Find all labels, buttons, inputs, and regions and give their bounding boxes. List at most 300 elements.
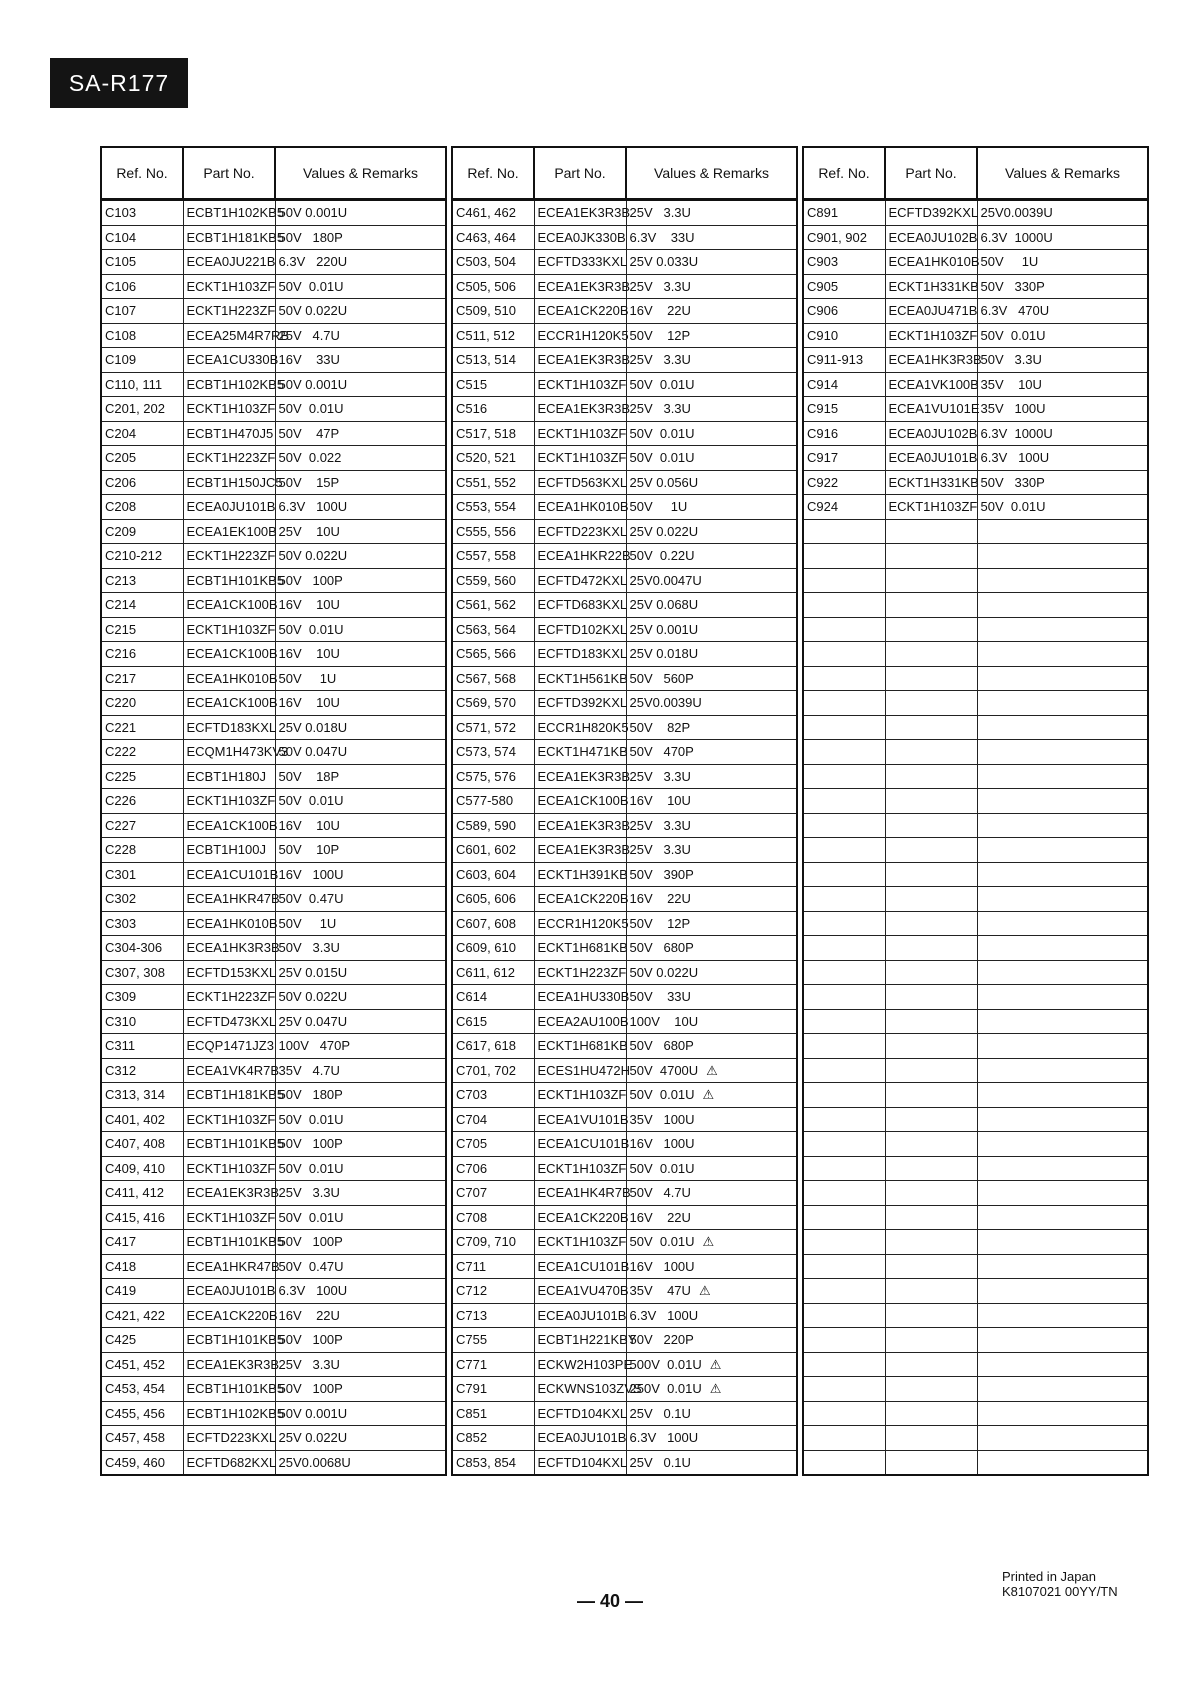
ref-cell-text: C755 [456,1332,488,1348]
ref-cell [803,519,885,544]
ref-cell-text: C511, 512 [456,327,516,343]
table-row [803,421,1148,446]
table-row [452,1230,797,1255]
parts-table-2 [451,146,798,1476]
value-cell [275,519,446,544]
part-cell [183,666,278,691]
ref-cell-text: C210-212 [105,548,163,564]
value-cell-text: 6.3V 100U [629,1307,699,1323]
value-cell [626,397,797,422]
ref-cell [803,1377,885,1402]
ref-cell-text: C214 [105,597,137,613]
part-cell-text: ECFTD183KXL [537,646,628,662]
value-cell [626,568,797,593]
ref-cell [101,1352,183,1377]
ref-cell [452,1009,534,1034]
part-cell [534,1009,629,1034]
ref-cell-text: C573, 574 [456,744,516,760]
value-cell-text: 50V 15P [278,474,340,490]
ref-cell-text: C110, 111 [105,376,163,392]
table-row [452,838,797,863]
table-row [101,936,446,961]
table-row [452,936,797,961]
col-part-header: Part No. [534,147,626,200]
value-cell [275,1205,446,1230]
part-cell-text: ECFTD104KXL [537,1454,628,1470]
value-cell-text: 50V 1U [278,915,337,931]
model-badge [50,58,188,108]
ref-cell [803,372,885,397]
part-cell [183,764,275,789]
value-cell [977,323,1148,348]
ref-cell-text: C520, 521 [456,450,516,466]
value-cell-text: 50V 0.01U [629,1160,695,1176]
value-cell [275,1058,446,1083]
part-cell-text: ECEA1HKR47B [186,891,280,907]
table-row [803,813,1148,838]
ref-cell [803,1450,885,1475]
table-row [803,1205,1148,1230]
ref-cell-text: C216 [105,646,137,662]
part-cell-text: ECEA1EK3R3B [537,768,630,784]
ref-cell [803,274,885,299]
value-cell-text: 25V 0.056U [629,474,699,490]
ref-cell-text: C551, 552 [456,474,516,490]
part-cell-text: ECKT1H331KB [888,474,979,490]
value-cell [977,960,1148,985]
value-cell-text: 6.3V 100U [629,1430,699,1446]
value-cell-text: 6.3V 33U [629,229,695,245]
value-cell [275,1132,446,1157]
ref-cell-text: C711 [456,1258,487,1274]
value-cell-text: 50V 0.01U [980,499,1046,515]
table-row [452,348,797,373]
part-cell-text: ECFTD392KXL [888,205,979,221]
ref-cell [452,372,534,397]
ref-cell-text: C903 [807,254,839,270]
part-cell-text: ECEA1EK3R3B [537,842,630,858]
table-row [803,838,1148,863]
table-row [803,617,1148,642]
value-cell-text: 50V 0.047U [278,744,348,760]
ref-cell [452,593,534,618]
part-cell [534,1181,631,1206]
ref-cell-text: C603, 604 [456,866,516,882]
table-row [101,299,446,324]
ref-cell-text: C853, 854 [456,1454,516,1470]
warning-icon: ⚠ [709,1356,722,1372]
table-row [101,1401,446,1426]
table-row [101,1132,446,1157]
ref-cell-text: C108 [105,327,137,343]
ref-cell-text: C916 [807,425,839,441]
part-cell [183,1450,275,1475]
ref-cell-text: C307, 308 [105,964,165,980]
value-cell [977,1352,1148,1377]
value-cell [626,1450,797,1475]
ref-cell [101,1279,183,1304]
value-cell [977,1279,1148,1304]
value-cell [275,200,446,226]
value-cell-text: 25V 0.022U [278,1430,348,1446]
value-cell [275,1352,446,1377]
part-cell [534,1426,626,1451]
table-row [803,593,1148,618]
value-cell [275,838,446,863]
table-row [101,887,446,912]
value-cell-text: 25V 0.018U [278,719,348,735]
value-cell-text: 25V 3.3U [629,842,691,858]
value-cell [626,470,797,495]
ref-cell [101,397,183,422]
table-row [803,446,1148,471]
part-cell-text: ECEA0JU102B [888,425,978,441]
value-cell [977,764,1148,789]
value-cell [977,495,1148,520]
ref-cell [803,666,885,691]
part-cell [183,544,275,569]
table-row [803,1132,1148,1157]
part-cell-text: ECKT1H471KB [537,744,628,760]
table-row [101,617,446,642]
table-row [101,1009,446,1034]
ref-cell-text: C401, 402 [105,1111,165,1127]
ref-cell [452,397,534,422]
value-cell [626,1009,797,1034]
part-cell-text: ECFTD682KXL [186,1454,277,1470]
value-cell [977,1328,1148,1353]
ref-cell [803,593,885,618]
value-cell [977,1083,1148,1108]
part-cell [885,323,977,348]
value-cell [275,740,446,765]
value-cell [626,1230,797,1255]
ref-cell [101,1132,183,1157]
part-cell-text: ECEA1HU330B [537,989,630,1005]
ref-cell [452,1181,534,1206]
value-cell-text: 25V 3.3U [278,1185,340,1201]
part-cell [183,1058,279,1083]
part-cell [183,691,278,716]
value-cell [977,568,1148,593]
value-cell [626,887,797,912]
part-cell-text: ECFTD223KXL [537,523,628,539]
ref-cell-text: C609, 610 [456,940,516,956]
value-cell-text: 6.3V 1000U [980,425,1053,441]
ref-cell-text: C505, 506 [456,278,516,294]
ref-cell-text: C607, 608 [456,915,516,931]
part-cell [183,740,289,765]
part-cell [885,642,977,667]
part-cell-text: ECCR1H120K5 [537,915,629,931]
value-cell-text: 25V 3.3U [629,352,691,368]
part-cell [183,617,275,642]
ref-cell [452,691,534,716]
part-cell [183,397,275,422]
part-cell-text: ECEA1CK100B [186,695,278,711]
table-row [101,323,446,348]
value-cell [626,617,797,642]
value-cell-text: 35V 100U [629,1111,695,1127]
value-cell-text: 25V0.0068U [278,1454,351,1470]
value-cell [275,1450,446,1475]
ref-cell [452,740,534,765]
part-cell [183,519,275,544]
part-cell-text: ECKT1H103ZF [186,793,276,809]
part-cell-text: ECKT1H103ZF [186,1111,276,1127]
ref-cell [452,838,534,863]
ref-cell [452,250,534,275]
value-cell [977,200,1148,226]
ref-cell [803,1401,885,1426]
ref-cell [101,1377,183,1402]
ref-cell-text: C310 [105,1013,137,1029]
value-cell [275,1083,446,1108]
value-cell-text: 50V 180P [278,229,343,245]
ref-cell [452,1034,534,1059]
value-cell [626,691,797,716]
ref-cell-text: C407, 408 [105,1136,165,1152]
ref-cell-text: C557, 558 [456,548,516,564]
value-cell [977,348,1148,373]
ref-cell [452,1303,534,1328]
ref-cell [803,1352,885,1377]
part-cell [534,323,629,348]
table-row [803,1009,1148,1034]
value-cell [275,1034,446,1059]
table-row [803,960,1148,985]
part-cell [885,299,977,324]
part-cell [885,1401,977,1426]
value-cell-text: 25V 0.018U [629,646,699,662]
ref-cell-text: C565, 566 [456,646,516,662]
value-cell-text: 50V 10P [278,842,340,858]
value-cell-text: 25V0.0039U [629,695,702,711]
value-cell-text: 50V 0.001U [278,205,348,221]
part-cell-text: ECKT1H561KB [537,670,628,686]
part-cell-text: ECEA1VK4R7B [186,1062,279,1078]
table-row [803,1377,1148,1402]
part-cell [534,1352,633,1377]
ref-cell-text: C217 [105,670,137,686]
part-cell-text: ECEA0JU101B [537,1430,627,1446]
ref-cell [452,348,534,373]
ref-cell-text: C906 [807,303,839,319]
value-cell [977,544,1148,569]
ref-cell-text: C509, 510 [456,303,516,319]
value-cell [977,593,1148,618]
part-cell [534,1328,637,1353]
part-cell [534,1450,626,1475]
part-cell-text: ECEA1CU101B [537,1136,630,1152]
value-cell [626,1254,797,1279]
part-cell [183,642,278,667]
value-cell-text: 50V 18P [278,768,340,784]
value-cell [977,421,1148,446]
table-row [452,1426,797,1451]
part-cell [183,225,285,250]
ref-cell [452,1377,534,1402]
value-cell [275,299,446,324]
value-cell [275,617,446,642]
value-cell [275,323,446,348]
ref-cell-text: C571, 572 [456,719,516,735]
ref-cell [101,1058,183,1083]
part-cell [183,470,283,495]
part-cell [183,1254,280,1279]
table-row [452,715,797,740]
ref-cell [803,838,885,863]
table-row [101,960,446,985]
value-cell [977,813,1148,838]
ref-cell [452,1205,534,1230]
value-cell-text: 50V 0.022U [278,989,348,1005]
ref-cell [101,1009,183,1034]
part-cell [885,1254,977,1279]
part-cell [534,1377,642,1402]
part-cell [534,397,630,422]
ref-cell-text: C707 [456,1185,488,1201]
table-row [803,936,1148,961]
part-cell [885,1034,977,1059]
table-row [452,1279,797,1304]
table-row [452,225,797,250]
ref-cell [101,250,183,275]
table-row [452,568,797,593]
part-cell-text: ECKWNS103ZVS [537,1381,642,1397]
value-cell-text: 250V 0.01U [629,1381,702,1397]
part-cell-text: ECEA0JU101B [888,450,978,466]
ref-cell [101,936,183,961]
part-cell-text: ECEA1EK100B [186,523,277,539]
ref-cell-text: C791 [456,1381,488,1397]
part-cell-text: ECEA1HK010B [888,254,980,270]
col-ref-header: Ref. No. [101,147,183,200]
ref-cell [101,225,183,250]
ref-cell [803,1279,885,1304]
ref-cell [803,1156,885,1181]
part-cell-text: ECBT1H101KB5 [186,1136,285,1152]
parts-table-1 [100,146,447,1476]
part-cell-text: ECBT1H102KB5 [186,376,285,392]
value-cell-text: 50V 0.01U [278,1111,344,1127]
warning-icon: ⚠ [702,1234,715,1250]
part-cell [885,1156,977,1181]
ref-cell [101,715,183,740]
value-cell [977,225,1148,250]
ref-cell [803,1009,885,1034]
ref-cell [452,1083,534,1108]
ref-cell [452,421,534,446]
value-cell [626,519,797,544]
part-cell-text: ECEA0JK330B [537,229,626,245]
value-cell [626,299,797,324]
ref-cell [101,1034,183,1059]
ref-cell [101,691,183,716]
part-cell-text: ECBT1H101KB5 [186,1234,285,1250]
value-cell-text: 6.3V 220U [278,254,348,270]
value-cell-text: 50V 680P [629,940,694,956]
part-cell-text: ECEA1EK3R3B [186,1185,279,1201]
value-cell-text: 25V 0.1U [629,1405,691,1421]
part-cell [885,666,977,691]
value-cell [626,960,797,985]
value-cell [275,936,446,961]
ref-cell-text: C561, 562 [456,597,516,613]
part-cell [534,936,626,961]
ref-cell [101,1230,183,1255]
part-cell-text: ECEA1CU101B [537,1258,630,1274]
part-cell-text: ECEA1CK100B [186,597,278,613]
value-cell [977,1009,1148,1034]
value-cell-text: 50V 1U [980,254,1039,270]
ref-cell-text: C455, 456 [105,1405,165,1421]
table-row [101,348,446,373]
part-cell [534,617,626,642]
part-cell [534,470,626,495]
value-cell [626,936,797,961]
value-cell [977,1058,1148,1083]
part-cell-text: ECEA0JU101B [186,1283,276,1299]
part-cell [534,838,630,863]
value-cell [977,985,1148,1010]
part-cell [885,446,977,471]
value-cell [626,1352,797,1377]
value-cell-text: 50V 1U [629,499,688,515]
value-cell [977,470,1148,495]
part-cell [183,421,275,446]
table-row [452,1303,797,1328]
part-cell [534,1205,629,1230]
value-cell [977,740,1148,765]
ref-cell-text: C221 [105,719,137,735]
part-cell-text: ECKT1H331KB [888,278,979,294]
part-cell [183,862,279,887]
value-cell-text: 50V 0.01U [629,1087,695,1103]
part-cell [534,715,629,740]
document-code: K8107021 00YY/TN [1002,1584,1118,1599]
ref-cell [803,813,885,838]
ref-cell-text: C415, 416 [105,1209,165,1225]
ref-cell-text: C209 [105,523,137,539]
part-cell [885,421,977,446]
table-row [803,1328,1148,1353]
part-cell-text: ECEA1CK220B [537,303,629,319]
value-cell-text: 50V 0.022 [278,450,342,466]
value-cell [626,1156,797,1181]
part-cell-text: ECFTD104KXL [537,1405,628,1421]
ref-cell [101,1426,183,1451]
part-cell-text: ECKT1H223ZF [186,548,276,564]
table-row [803,250,1148,275]
table-row [101,225,446,250]
part-cell [534,519,626,544]
part-cell [534,568,626,593]
part-cell [885,348,982,373]
part-cell-text: ECKT1H103ZF [537,450,627,466]
part-cell-text: ECBT1H180J [186,768,266,784]
table-row [803,642,1148,667]
part-cell [885,887,977,912]
value-cell [626,642,797,667]
part-cell-text: ECFTD223KXL [186,1430,277,1446]
value-cell [275,985,446,1010]
table-row [101,1328,446,1353]
value-cell [275,1328,446,1353]
value-cell-text: 50V 33U [629,989,691,1005]
part-cell [534,1254,630,1279]
part-cell [885,813,977,838]
